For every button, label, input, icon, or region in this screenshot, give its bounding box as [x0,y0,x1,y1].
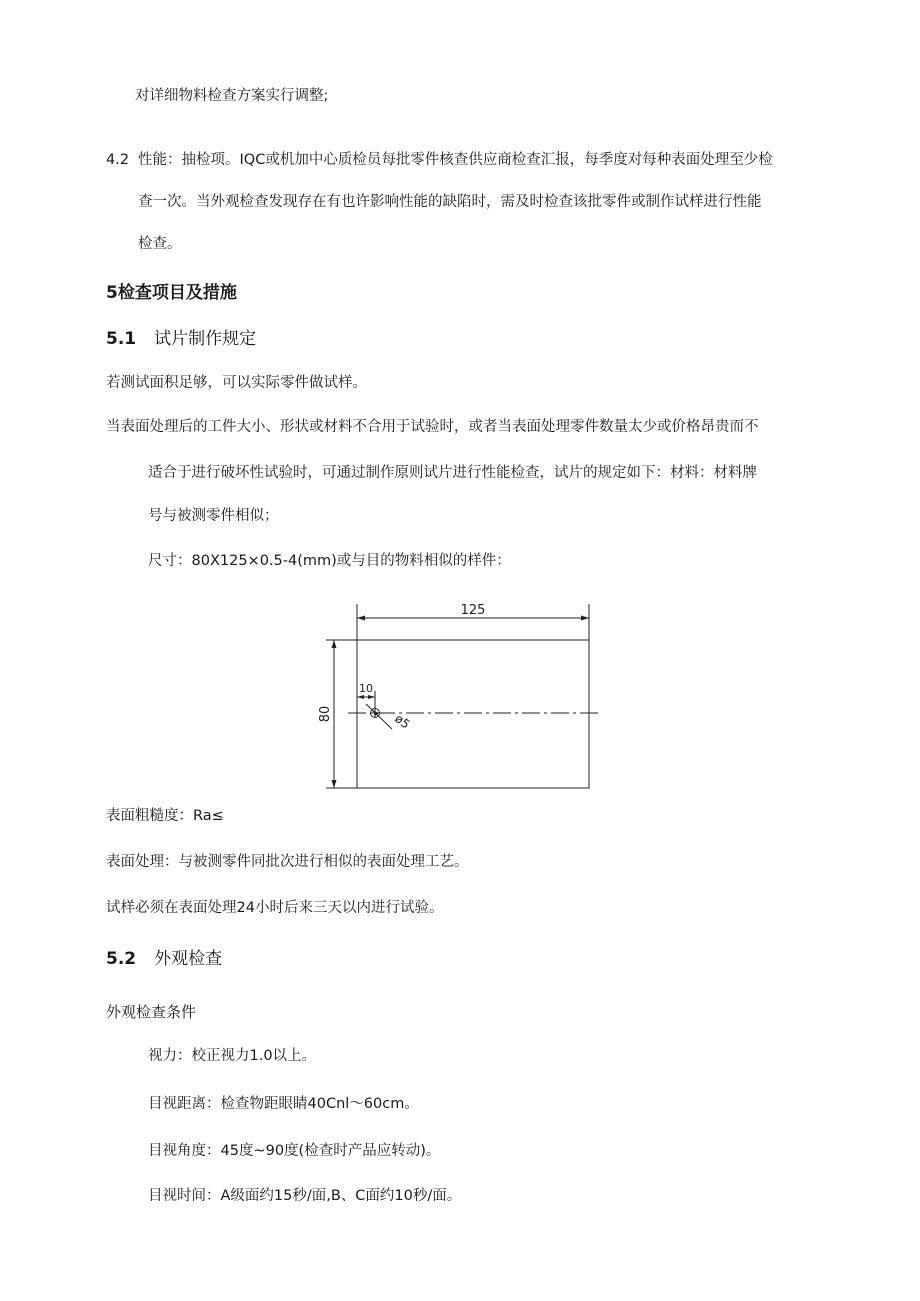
heading-visual-conditions: 外观检查条件 [106,1003,197,1021]
width-label: 125 [460,603,486,618]
hole-leader-line [366,704,392,729]
arrow-offset-right [368,695,375,699]
specimen-outline [357,640,589,788]
heading-5-2-number: 5.2 [106,949,137,969]
heading-5-1-title: 试片制作规定 [154,329,257,349]
paragraph-test-area: 若测试面积足够，可以实际零件做试样。 [106,375,367,391]
paragraph-standard-specimen-1: 当表面处理后的工件大小、形状或材料不合用于试验时，或者当表面处理零件数量太少或价格昂贵而不 [106,419,759,435]
paragraph-surface-treatment: 表面处理：与被测零件同批次进行相似的表面处理工艺。 [106,854,469,870]
paragraph-sample-timing: 试样必须在表面处理24小时后来三天以内进行试验。 [106,900,444,916]
hole-label: ø5 [392,711,413,732]
offset-label: 10 [359,682,373,695]
specimen-drawing [310,596,610,796]
intro-paragraph: 对详细物料检查方案实行调整; [135,88,329,104]
condition-time: 目视时间：A级面约15秒/面,B、C面约10秒/面。 [148,1188,462,1204]
condition-distance: 目视距离：检查物距眼睛40Cnl～60cm。 [148,1096,419,1112]
heading-5-1-number: 5.1 [106,329,137,349]
heading-section-5-1 [106,328,256,350]
arrow-width-right [581,616,589,621]
paragraph-standard-specimen-3: 号与被测零件相似； [148,508,279,524]
section-4-2-line-3: 检查。 [138,236,182,252]
arrow-height-top [332,640,337,648]
section-4-2-number: 4.2 [106,152,130,168]
section-4-2-line-1: 性能：抽检项。IQC或机加中心质检员每批零件核查供应商检查汇报，每季度对每种表面处理至少检 [138,152,773,168]
paragraph-standard-specimen-2: 适合于进行破坏性试验时，可通过制作原则试片进行性能检查，试片的规定如下：材料：材料牌 [148,465,757,481]
arrow-height-bottom [332,780,337,788]
heading-section-5-2 [106,948,222,970]
heading-section-5: 5检查项目及措施 [106,283,237,303]
paragraph-dimensions: 尺寸：80X125×0.5-4(mm)或与目的物料相似的样件： [148,553,511,569]
height-label: 80 [318,705,333,723]
arrow-offset-left [357,695,364,699]
condition-angle: 目视角度：45度~90度(检查时产品应转动)。 [148,1143,441,1159]
section-4-2-line-2: 查一次。当外观检查发现存在有也许影响性能的缺陷时，需及时检查该批零件或制作试样进行性能 [138,194,762,210]
condition-vision: 视力：校正视力1.0以上。 [148,1048,317,1064]
heading-5-2-title: 外观检查 [154,949,223,969]
arrow-width-left [357,616,365,621]
paragraph-roughness: 表面粗糙度：Ra≤ [106,808,224,824]
